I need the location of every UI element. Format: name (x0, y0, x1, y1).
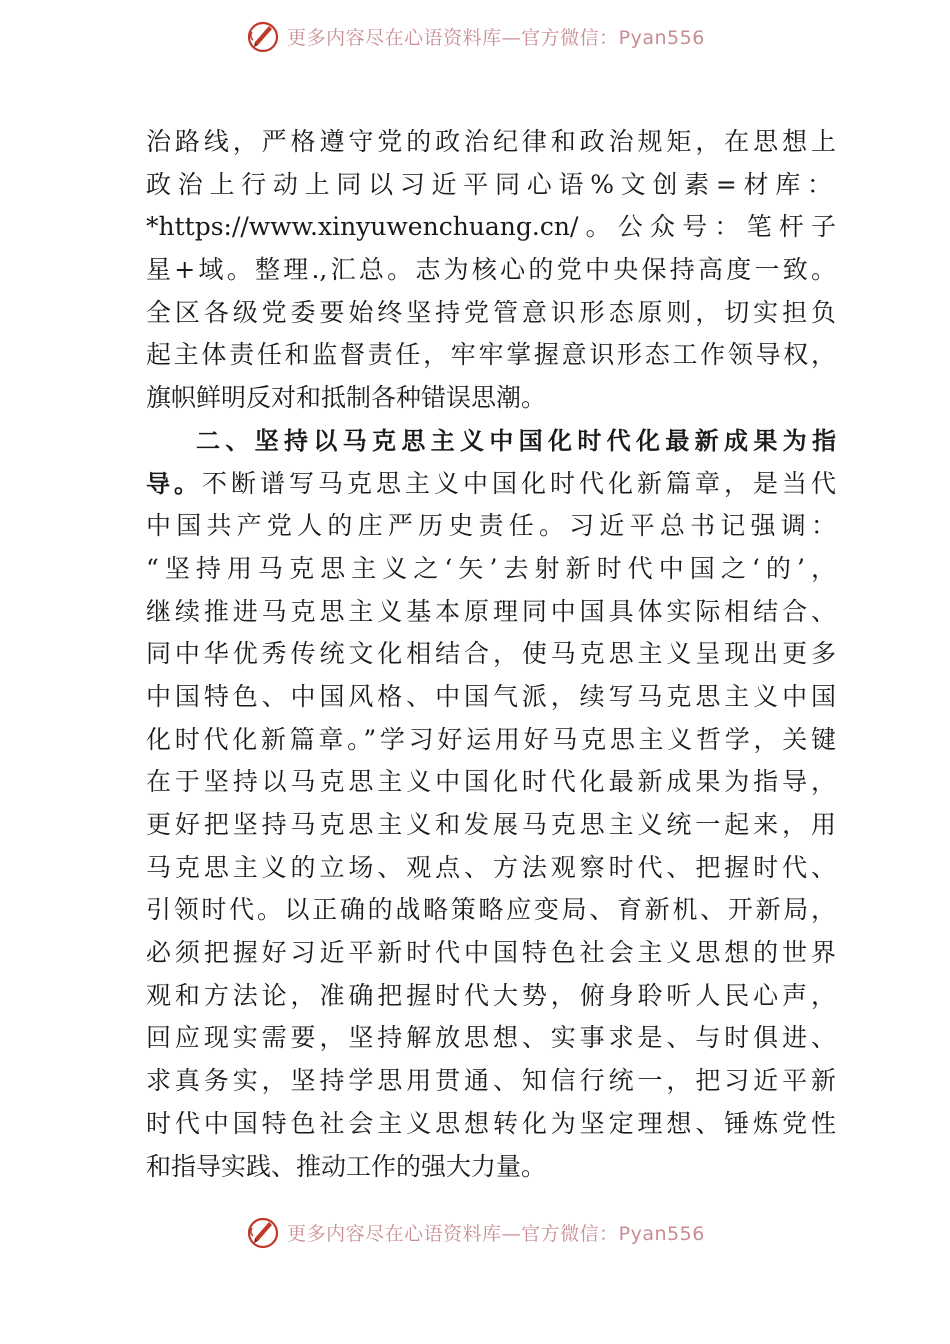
text-line: *https://www.xinyuwenchuang.cn/。公众号：笔杆子 (146, 212, 836, 242)
section-heading: 二、坚持以马克思主义中国化时代化最新成果为指 (196, 426, 836, 455)
wechat-id: Pyan556 (618, 26, 705, 49)
text-line: “坚持用马克思主义之‘矢’去射新时代中国之‘的’， (146, 553, 836, 583)
banner-text (287, 23, 705, 50)
wechat-id: Pyan556 (618, 1222, 705, 1245)
text-line: 继续推进马克思主义基本原理同中国具体实际相结合、 (146, 596, 836, 626)
text-line: 引领时代。以正确的战略策略应变局、育新机、开新局， (146, 895, 836, 925)
text-line: 治路线，严格遵守党的政治纪律和政治规矩，在思想上 (146, 127, 836, 156)
text-line: 观和方法论，准确把握时代大势，俯身聆听人民心声， (146, 980, 836, 1010)
text-line: 同中华优秀传统文化相结合，使马克思主义呈现出更多 (146, 639, 836, 669)
text-line: 和指导实践、推动工作的强大力量。 (146, 1151, 547, 1181)
footer-watermark-banner (0, 1210, 950, 1254)
text-line: 更好把坚持马克思主义和发展马克思主义统一起来，用 (146, 810, 836, 839)
brand-logo-icon (245, 18, 281, 54)
text-line: 中国共产党人的庄严历史责任。习近平总书记强调： (146, 511, 836, 541)
header-watermark-banner (0, 14, 950, 58)
text-line: 马克思主义的立场、观点、方法观察时代、把握时代、 (146, 852, 836, 882)
text-line: 中国特色、中国风格、中国气派，续写马克思主义中国 (146, 681, 836, 711)
text-line: 时代中国特色社会主义思想转化为坚定理想、锤炼党性 (146, 1108, 836, 1138)
banner-label: 更多内容尽在心语资料库—官方微信： (287, 1222, 619, 1245)
text-line: 全区各级党委要始终坚持党管意识形态原则，切实担负 (146, 297, 836, 327)
text-line: 政治上行动上同以习近平同心语%文创素=材库： (146, 169, 836, 199)
brand-logo-icon (245, 1214, 281, 1250)
text-line: 星+域。整理.,汇总。志为核心的党中央保持高度一致。 (146, 255, 836, 285)
text-line: 化时代化新篇章。”学习好运用好马克思主义哲学，关键 (146, 724, 836, 754)
text-line: 在于坚持以马克思主义中国化时代化最新成果为指导， (146, 767, 836, 797)
banner-label: 更多内容尽在心语资料库—官方微信： (287, 26, 619, 49)
text-line: 回应现实需要，坚持解放思想、实事求是、与时俱进、 (146, 1023, 836, 1053)
document-body (146, 121, 836, 1188)
section-heading-line (146, 420, 836, 463)
text-line: 旗帜鲜明反对和抵制各种错误思潮。 (146, 383, 547, 413)
text-span: 不断谱写马克思主义中国化时代化新篇章，是当代 (202, 468, 836, 498)
text-line (146, 463, 836, 506)
text-line: 必须把握好习近平新时代中国特色社会主义思想的世界 (146, 938, 836, 968)
text-line: 求真务实，坚持学思用贯通、知信行统一，把习近平新 (146, 1066, 836, 1096)
section-heading-tail: 导。 (146, 469, 202, 498)
text-line: 起主体责任和监督责任，牢牢掌握意识形态工作领导权， (146, 340, 836, 370)
banner-text (287, 1219, 705, 1246)
